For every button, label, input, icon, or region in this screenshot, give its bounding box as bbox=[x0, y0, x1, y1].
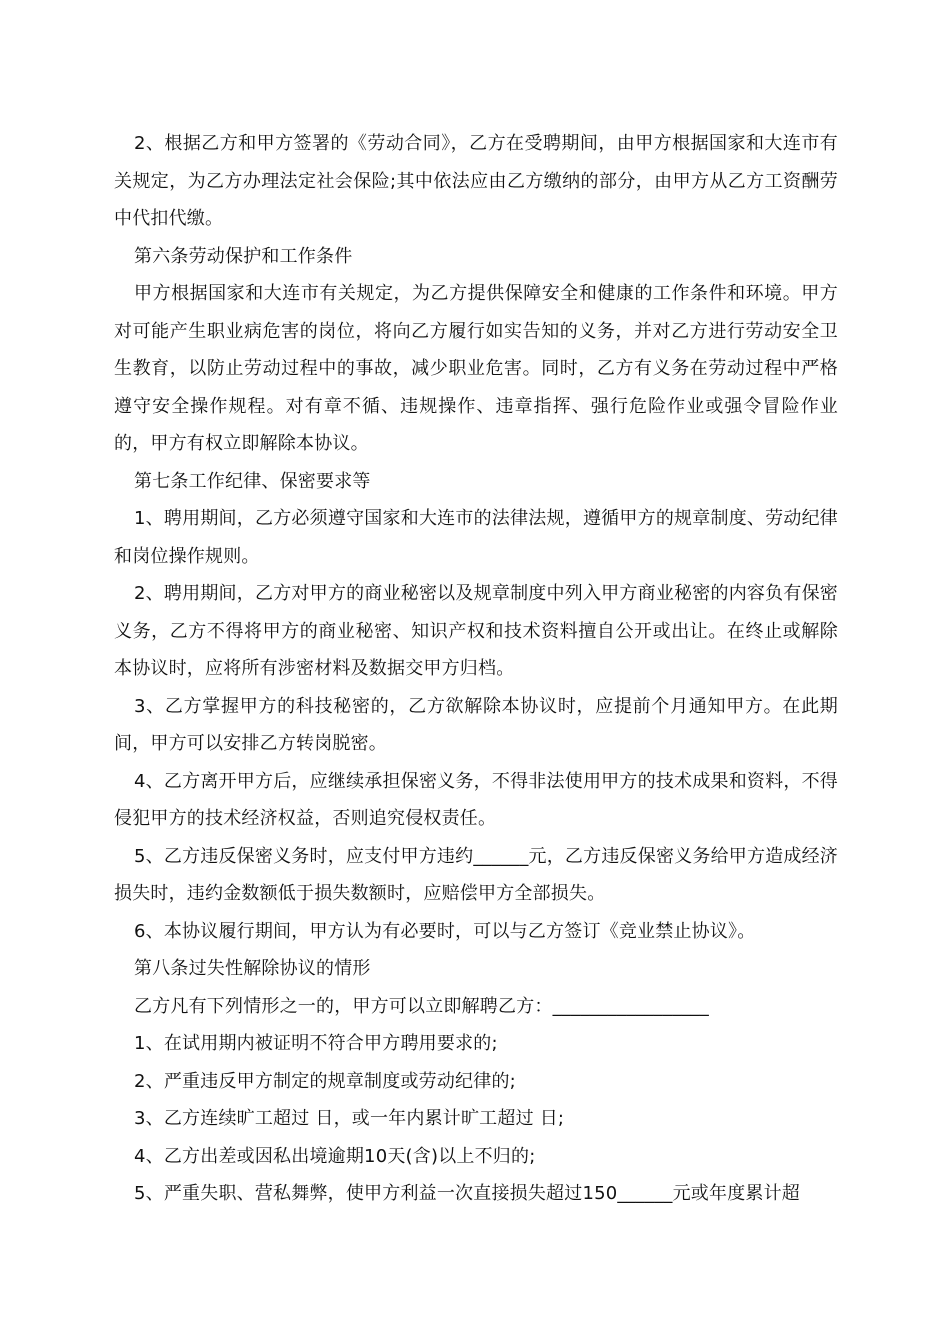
list-item-dismissal-4: 4、乙方出差或因私出境逾期10天(含)以上不归的; bbox=[134, 1145, 536, 1167]
list-item-dismissal-5: 5、严重失职、营私舞弊，使甲方利益一次直接损失超过150______元或年度累计超 bbox=[134, 1183, 801, 1204]
list-item-dismissal-3: 3、乙方连续旷工超过 日，或一年内累计旷工超过 日; bbox=[134, 1108, 565, 1129]
paragraph-confidentiality-4: 4、乙方离开甲方后，应继续承担保密义务，不得非法使用甲方的技术成果和资料，不得侵犯甲方的技术经济权益，否则追究侵权责任。 bbox=[114, 770, 838, 829]
heading-article-8: 第八条过失性解除协议的情形 bbox=[134, 958, 371, 979]
document-body bbox=[114, 125, 838, 1213]
heading-article-7: 第七条工作纪律、保密要求等 bbox=[134, 470, 371, 492]
paragraph-confidentiality-5: 5、乙方违反保密义务时，应支付甲方违约______元，乙方违反保密义务给甲方造成经济损失时，违约金数额低于损失数额时，应赔偿甲方全部损失。 bbox=[114, 845, 838, 904]
paragraph-confidentiality-3: 3、乙方掌握甲方的科技秘密的，乙方欲解除本协议时，应提前个月通知甲方。在此期间，甲方可以安排乙方转岗脱密。 bbox=[114, 695, 838, 754]
paragraph-noncompete-6: 6、本协议履行期间，甲方认为有必要时，可以与乙方签订《竞业禁止协议》。 bbox=[134, 920, 756, 942]
paragraph-dismissal-intro: 乙方凡有下列情形之一的，甲方可以立即解聘乙方：_________________ bbox=[134, 995, 709, 1017]
paragraph-labor-protection: 甲方根据国家和大连市有关规定，为乙方提供保障安全和健康的工作条件和环境。甲方对可能产生职业病危害的岗位，将向乙方履行如实告知的义务，并对乙方进行劳动安全卫生教育，以防止劳动过程中的事故，减少职业危害。同时，乙方有义务在劳动过程中严格遵守安全操作规程。对有章不循、违规操作、违章指挥、强行危险作业或强令冒险作业的，甲方有权立即解除本协议。 bbox=[114, 283, 838, 454]
paragraph-social-insurance: 2、根据乙方和甲方签署的《劳动合同》，乙方在受聘期间，由甲方根据国家和大连市有关规定，为乙方办理法定社会保险;其中依法应由乙方缴纳的部分，由甲方从乙方工资酬劳中代扣代缴。 bbox=[114, 133, 838, 229]
list-item-dismissal-1: 1、在试用期内被证明不符合甲方聘用要求的; bbox=[134, 1033, 498, 1054]
paragraph-confidentiality-2: 2、聘用期间，乙方对甲方的商业秘密以及规章制度中列入甲方商业秘密的内容负有保密义务，乙方不得将甲方的商业秘密、知识产权和技术资料擅自公开或出让。在终止或解除本协议时，应将所有涉密材料及数据交甲方归档。 bbox=[114, 583, 838, 679]
paragraph-discipline-1: 1、聘用期间，乙方必须遵守国家和大连市的法律法规，遵循甲方的规章制度、劳动纪律和岗位操作规则。 bbox=[114, 508, 838, 567]
heading-article-6: 第六条劳动保护和工作条件 bbox=[134, 245, 353, 267]
list-item-dismissal-2: 2、严重违反甲方制定的规章制度或劳动纪律的; bbox=[134, 1070, 516, 1092]
